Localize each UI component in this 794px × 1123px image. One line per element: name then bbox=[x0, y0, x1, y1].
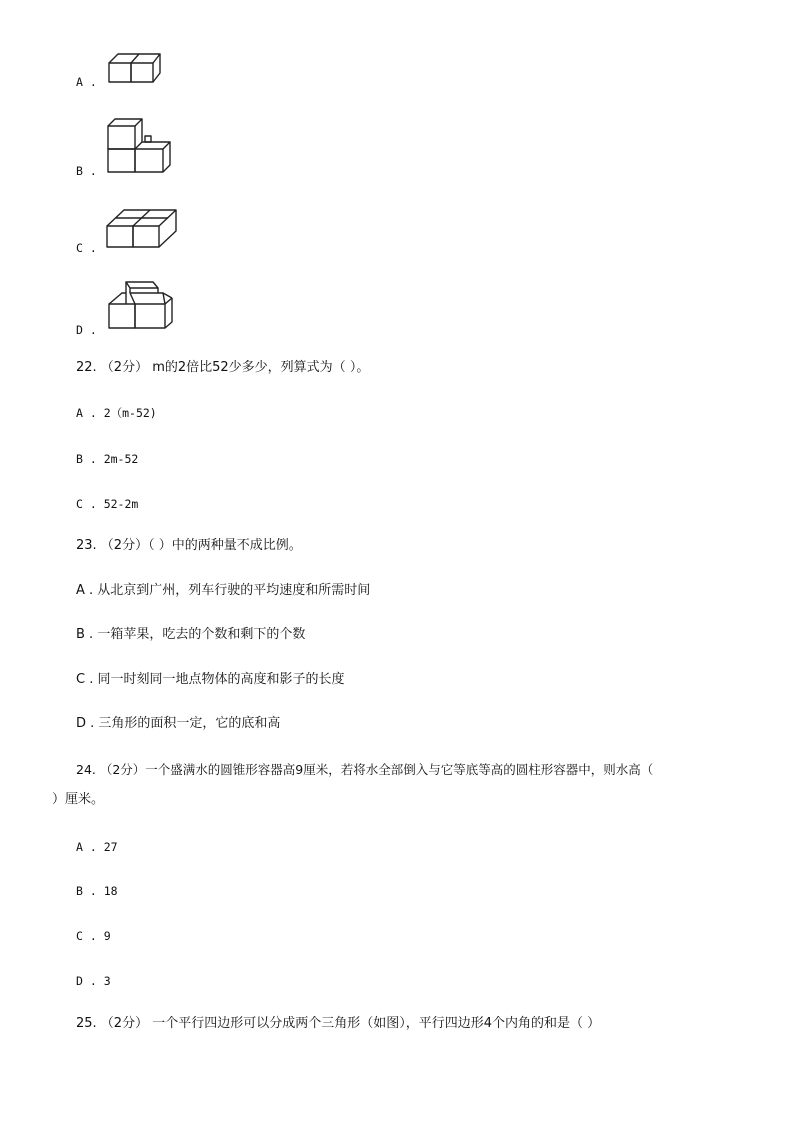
q23-question: 23. （2分）（ ）中的两种量不成比例。 bbox=[76, 538, 302, 553]
q24-option-d: D . 3 bbox=[76, 974, 111, 988]
q21-option-b-cube-figure bbox=[107, 118, 173, 174]
q21-option-c-label: C . bbox=[76, 241, 97, 255]
q23-option-a: A . 从北京到广州，列车行驶的平均速度和所需时间 bbox=[76, 583, 371, 598]
q24-option-b: B . 18 bbox=[76, 884, 118, 898]
q21-option-d-cube-figure bbox=[108, 280, 176, 332]
q24-option-a: A . 27 bbox=[76, 840, 118, 854]
q22-option-a: A . 2（m-52) bbox=[76, 406, 157, 420]
q21-option-a-cube-figure bbox=[108, 52, 162, 84]
q21-option-b-label: B . bbox=[76, 164, 97, 178]
q23-option-c: C . 同一时刻同一地点物体的高度和影子的长度 bbox=[76, 672, 345, 687]
q21-option-a-label: A . bbox=[76, 75, 97, 89]
q24-option-c: C . 9 bbox=[76, 929, 111, 943]
q23-option-d: D . 三角形的面积一定，它的底和高 bbox=[76, 716, 281, 731]
q24-question-line-1: 24. （2分）一个盛满水的圆锥形容器高9厘米，若将水全部倒入与它等底等高的圆柱形容器中，则水高（ bbox=[76, 762, 654, 777]
q21-option-d-label: D . bbox=[76, 323, 97, 337]
q24-question-line-2: ）厘米。 bbox=[52, 792, 105, 807]
q21-option-c-cube-figure bbox=[106, 209, 178, 249]
q22-question: 22. （2分） m的2倍比52少多少，列算式为（ ）。 bbox=[76, 360, 370, 375]
q23-option-b: B . 一箱苹果，吃去的个数和剩下的个数 bbox=[76, 627, 306, 642]
q22-option-c: C . 52-2m bbox=[76, 497, 139, 511]
q22-option-b: B . 2m-52 bbox=[76, 452, 139, 466]
q25-question: 25. （2分） 一个平行四边形可以分成两个三角形（如图），平行四边形4个内角的和是（ ） bbox=[76, 1016, 601, 1031]
